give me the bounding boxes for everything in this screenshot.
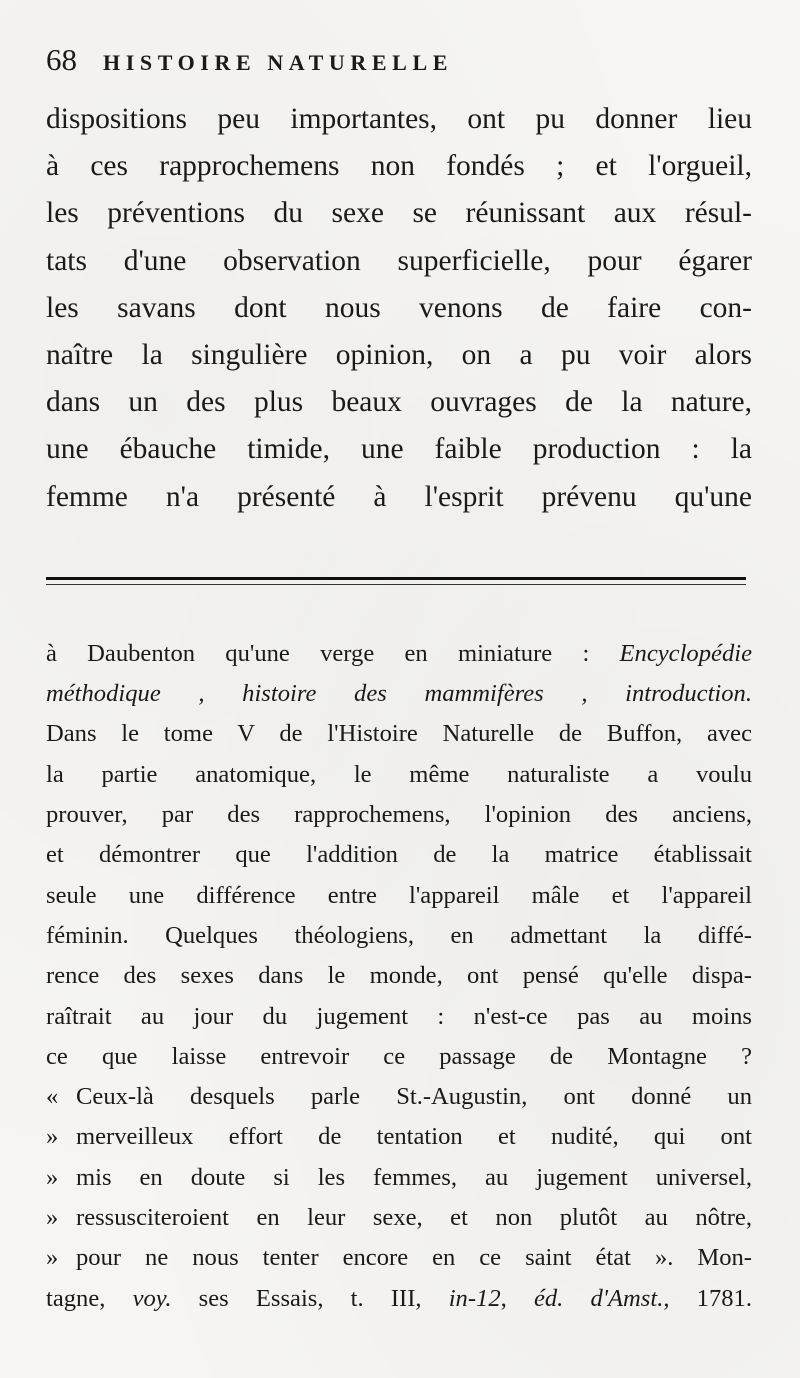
quote-line — [46, 1198, 752, 1238]
citation-text: tagne, — [46, 1284, 133, 1312]
quote-line — [46, 1158, 752, 1198]
quote-text: Ceux-là desquels parle St.-Augustin, ont donné un — [76, 1083, 752, 1111]
main-text-line: les préventions du sexe se réunissant aux résul- — [46, 197, 752, 230]
main-text-line: les savans dont nous venons de faire con- — [46, 291, 752, 324]
guillemet: » — [46, 1163, 59, 1191]
running-title: HISTOIRE NATURELLE — [103, 50, 454, 75]
quote-line — [46, 1238, 752, 1278]
footnote-line: féminin. Quelques théologiens, en admettant la diffé- — [46, 921, 752, 949]
main-text-line: à ces rapprochemens non fondés ; et l'orgueil, — [46, 150, 752, 183]
footnote-line: et démontrer que l'addition de la matrice établissait — [46, 841, 752, 869]
citation-text: , 1781. — [663, 1284, 753, 1312]
citation-text: , — [500, 1284, 534, 1312]
main-text-line: dans un des plus beaux ouvrages de la nature, — [46, 386, 752, 419]
footnote-line: ce que laisse entrevoir ce passage de Montagne ? — [46, 1042, 752, 1070]
main-text-line: une ébauche timide, une faible production : la — [46, 433, 752, 466]
main-text-line: tats d'une observation superficielle, pour égarer — [46, 244, 752, 277]
quote-line — [46, 1077, 752, 1117]
footnote — [46, 634, 752, 1319]
footnote-italic-text: Encyclopédie — [619, 639, 752, 667]
footnote-line: rence des sexes dans le monde, ont pensé qu'elle dispa- — [46, 962, 752, 990]
running-head — [46, 42, 752, 82]
main-text-line: femme n'a présenté à l'esprit prévenu qu'une — [46, 480, 752, 513]
footnote-text: à Daubenton qu'une verge en miniature : — [46, 639, 620, 667]
quote-text: pour ne nous tenter encore en ce saint état ». Mon- — [76, 1244, 752, 1272]
footnote-line: méthodique , histoire des mammifères , introduction. — [46, 680, 752, 708]
citation-line — [46, 1279, 752, 1319]
guillemet: » — [46, 1203, 59, 1231]
footnote-line — [46, 634, 752, 674]
footnote-line: Dans le tome V de l'Histoire Naturelle de Buffon, avec — [46, 720, 752, 748]
footnote-separator-rule — [46, 577, 746, 580]
citation-italic: voy. — [132, 1284, 172, 1312]
guillemet: « — [46, 1083, 59, 1111]
footnote-line: la partie anatomique, le même naturaliste a voulu — [46, 760, 752, 788]
citation-italic: in-12 — [448, 1284, 501, 1312]
citation-italic: éd. d'Amst. — [533, 1284, 664, 1312]
quote-text: mis en doute si les femmes, au jugement universel, — [76, 1163, 752, 1191]
quote-text: ressusciteroient en leur sexe, et non plutôt au nôtre, — [76, 1203, 752, 1231]
guillemet: » — [46, 1123, 59, 1151]
quote-text: merveilleux effort de tentation et nudité, qui ont — [76, 1123, 752, 1151]
footnote-line: prouver, par des rapprochemens, l'opinion des anciens, — [46, 801, 752, 829]
citation-text: ses Essais, t. III, — [171, 1284, 449, 1312]
main-text-line: naître la singulière opinion, on a pu voir alors — [46, 339, 752, 372]
page-number: 68 — [46, 42, 77, 77]
main-text-line: dispositions peu importantes, ont pu donner lieu — [46, 103, 752, 135]
guillemet: » — [46, 1244, 59, 1272]
footnote-line: seule une différence entre l'appareil mâle et l'appareil — [46, 881, 752, 909]
main-text — [46, 96, 752, 521]
quote-line — [46, 1117, 752, 1157]
footnote-line: raîtrait au jour du jugement : n'est-ce pas au moins — [46, 1002, 752, 1030]
